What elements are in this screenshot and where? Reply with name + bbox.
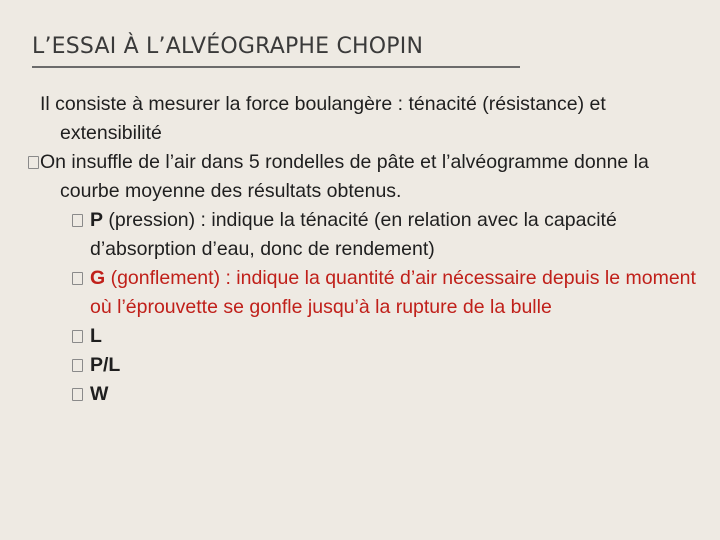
sub-item-w: [20, 380, 700, 409]
intro-text: Il consiste à mesurer la force boulangère : ténacité (résistance) et extensibilité: [40, 93, 606, 144]
square-bullet-icon: [72, 214, 83, 227]
sub-item-desc: (pression) : indique la ténacité (en relation avec la capacité d’absorption d’eau, donc de rendement): [90, 209, 617, 260]
sub-item-term: L: [90, 325, 102, 347]
slide-body: [20, 90, 700, 409]
sub-item-desc: (gonflement) : indique la quantité d’air nécessaire depuis le moment où l’éprouvette se gonfle jusqu’à la rupture de la bulle: [90, 267, 696, 318]
sub-item-term: P: [90, 209, 104, 231]
sub-item-term: W: [90, 383, 109, 405]
sub-item-term: P/L: [90, 354, 121, 376]
sub-item-p: [20, 206, 700, 264]
square-bullet-icon: [72, 359, 83, 372]
sub-item-term: G: [90, 267, 106, 289]
sub-item-pl: [20, 351, 700, 380]
bullet-item-1: [20, 148, 700, 206]
sub-item-g: [20, 264, 700, 322]
bullet-item-1-text: On insuffle de l’air dans 5 rondelles de pâte et l’alvéogramme donne la courbe moyenne des résultats obtenus.: [40, 151, 649, 202]
square-bullet-icon: [72, 330, 83, 343]
slide-title: L’ESSAI À L’ALVÉOGRAPHE CHOPIN: [32, 34, 424, 59]
title-underline: [32, 66, 520, 68]
sub-item-l: [20, 322, 700, 351]
square-bullet-icon: [72, 388, 83, 401]
intro-paragraph: [20, 90, 700, 148]
square-bullet-icon: [28, 156, 39, 169]
square-bullet-icon: [72, 272, 83, 285]
